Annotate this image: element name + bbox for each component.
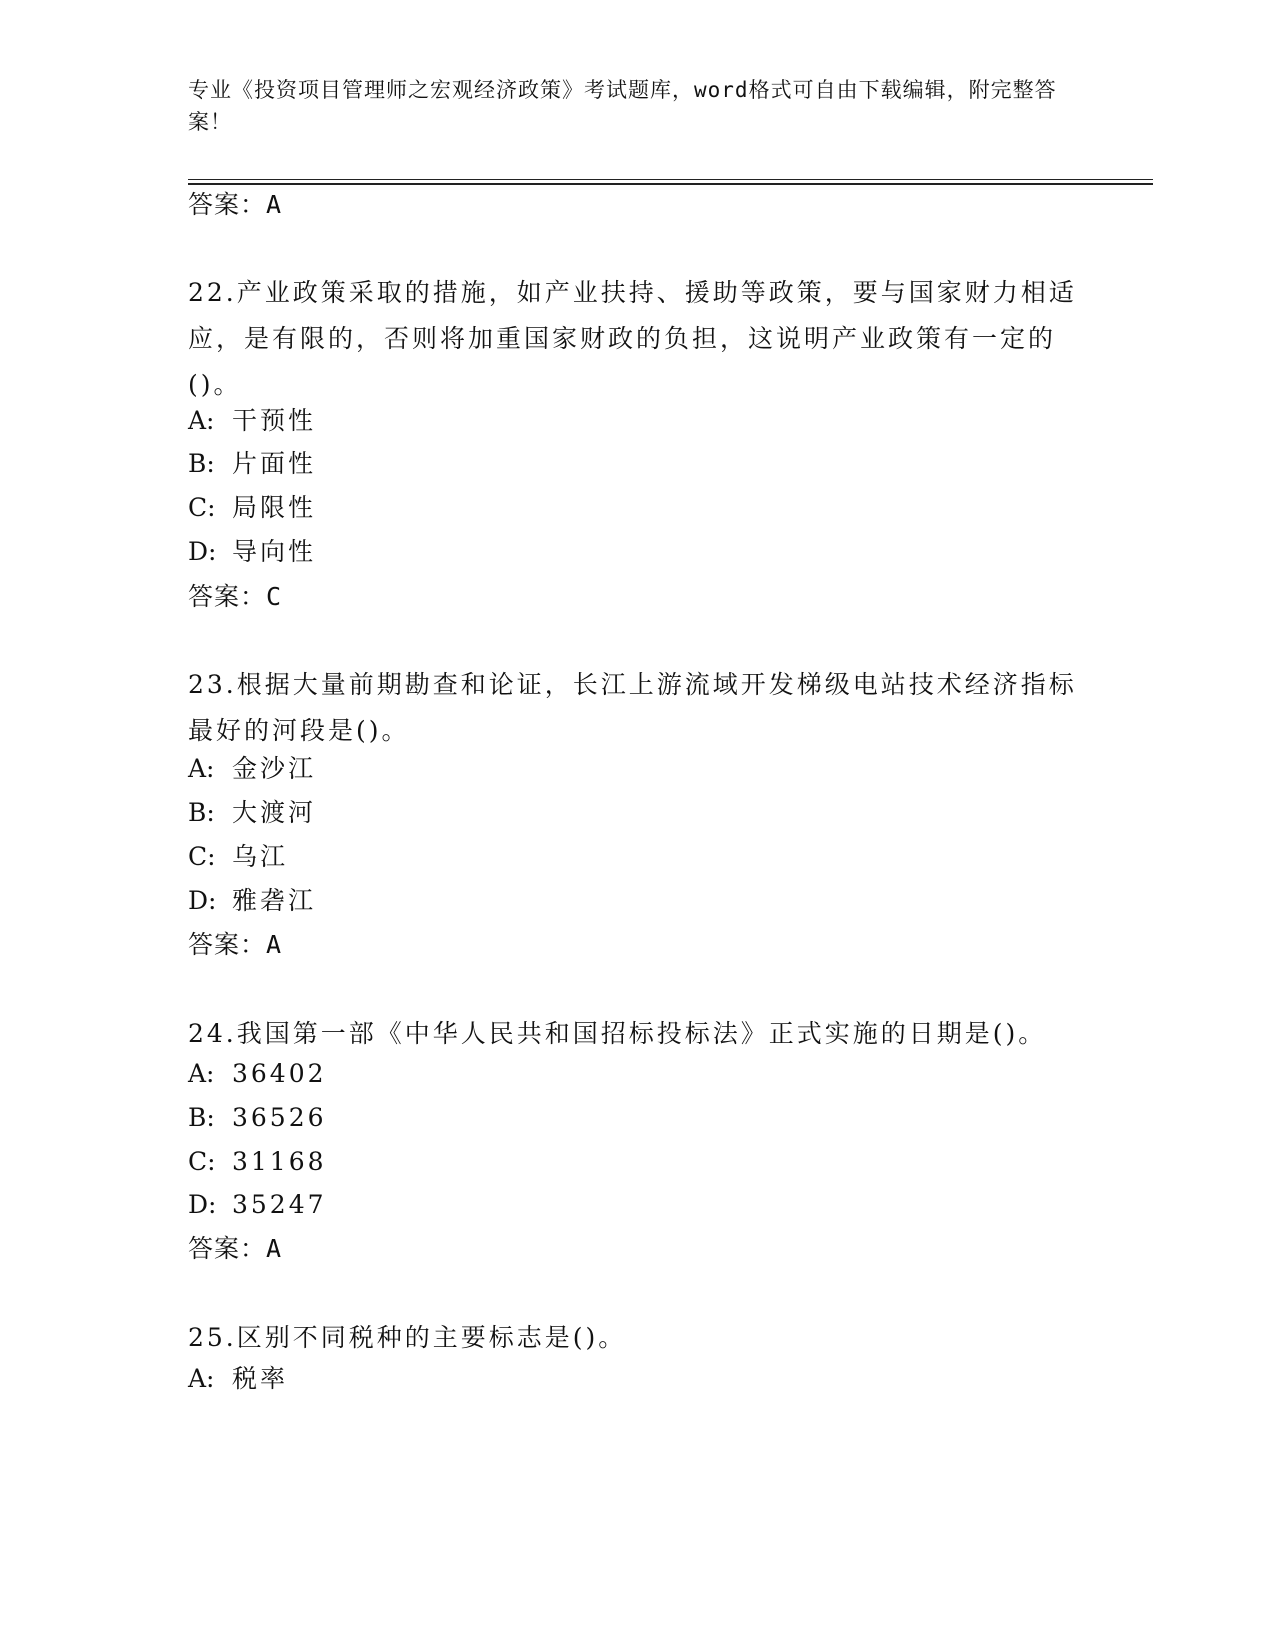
- answer-label: 答案：: [188, 190, 267, 219]
- answer-label: 答案：: [188, 582, 267, 611]
- option-c: [188, 1145, 327, 1179]
- option-text: 干预性: [232, 406, 317, 435]
- option-a: [188, 404, 316, 438]
- answer-line: [188, 188, 282, 222]
- option-text: 税率: [232, 1364, 289, 1393]
- answer-value: C: [266, 582, 283, 611]
- option-text: 乌江: [232, 842, 289, 871]
- answer-label: 答案：: [188, 930, 267, 959]
- option-letter: D:: [188, 537, 217, 566]
- option-a: [188, 752, 316, 786]
- option-letter: A:: [188, 1364, 215, 1393]
- option-text: 36526: [232, 1103, 327, 1132]
- option-text: 导向性: [232, 537, 317, 566]
- option-letter: B:: [188, 1103, 215, 1132]
- option-text: 35247: [232, 1190, 327, 1219]
- option-b: [188, 447, 316, 481]
- answer-value: A: [266, 930, 283, 959]
- option-letter: A:: [188, 406, 215, 435]
- option-a: [188, 1362, 288, 1396]
- question-stem: 23.根据大量前期勘查和论证，长江上游流域开发梯级电站技术经济指标最好的河段是()。: [188, 670, 1077, 745]
- option-text: 31168: [232, 1147, 327, 1176]
- answer-value: A: [266, 190, 283, 219]
- option-text: 大渡河: [232, 798, 317, 827]
- option-letter: A:: [188, 754, 215, 783]
- option-d: [188, 884, 316, 918]
- option-b: [188, 796, 316, 830]
- option-letter: B:: [188, 449, 215, 478]
- question-stem: 24.我国第一部《中华人民共和国招标投标法》正式实施的日期是()。: [188, 1019, 1047, 1048]
- option-text: 金沙江: [232, 754, 317, 783]
- document-header: 专业《投资项目管理师之宏观经济政策》考试题库，word格式可自由下载编辑，附完整答案！: [188, 78, 1057, 134]
- option-text: 片面性: [232, 449, 317, 478]
- option-c: [188, 491, 316, 525]
- option-c: [188, 840, 288, 874]
- option-letter: D:: [188, 1190, 217, 1219]
- option-d: [188, 535, 316, 569]
- answer-label: 答案：: [188, 1234, 267, 1263]
- option-letter: C:: [188, 842, 216, 871]
- option-a: [188, 1057, 327, 1091]
- option-b: [188, 1101, 327, 1135]
- header-divider-thick: [188, 183, 1153, 185]
- header-divider-thin: [188, 179, 1153, 180]
- option-text: 36402: [232, 1059, 327, 1088]
- answer-line: [188, 580, 282, 614]
- option-letter: B:: [188, 798, 215, 827]
- option-d: [188, 1188, 327, 1222]
- answer-line: [188, 928, 282, 962]
- option-letter: C:: [188, 1147, 216, 1176]
- answer-value: A: [266, 1234, 283, 1263]
- question-stem: 22.产业政策采取的措施，如产业扶持、援助等政策，要与国家财力相适应，是有限的，否则将加重国家财政的负担，这说明产业政策有一定的()。: [188, 278, 1077, 399]
- question-stem: 25.区别不同税种的主要标志是()。: [188, 1323, 627, 1352]
- answer-line: [188, 1232, 282, 1266]
- option-letter: C:: [188, 493, 216, 522]
- option-letter: A:: [188, 1059, 215, 1088]
- option-letter: D:: [188, 886, 217, 915]
- option-text: 雅砻江: [232, 886, 317, 915]
- option-text: 局限性: [232, 493, 317, 522]
